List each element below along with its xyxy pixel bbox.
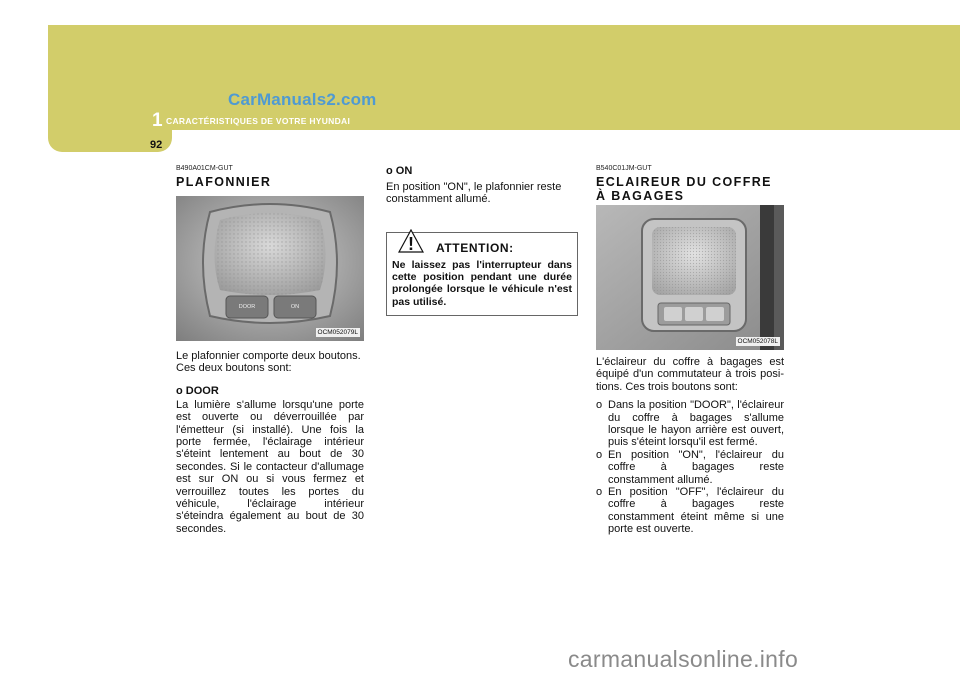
site-watermark-link[interactable]: CarManuals2.com: [228, 90, 377, 109]
dome-light-illustration: [176, 196, 364, 341]
section-eclaireur-coffre: [596, 165, 784, 536]
list-bullet: o: [596, 448, 603, 461]
section-on: [386, 165, 578, 316]
list-item-text: Dans la position "DOOR", l'éclaireur du coffre à bagages s'allume lorsque le hayon arrière est ouvert, puis s'éteint lorsqu'il est fermé.: [608, 399, 784, 449]
photo-reference: OCM052079L: [317, 329, 358, 336]
list-bullet: o: [596, 399, 603, 412]
section-code: B490A01CM-GUT: [176, 165, 233, 172]
attention-text: Ne laissez pas l'interrupteur dans cette position pendant une durée prolongée lorsque le véhicule n'est pas utilisé.: [392, 258, 572, 308]
on-text: En position "ON", le plafonnier reste constamment allumé.: [386, 181, 562, 206]
warning-icon: [398, 229, 424, 253]
photo-reference: OCM052078L: [737, 338, 778, 345]
section-plafonnier: [176, 165, 364, 535]
header-band: [48, 25, 960, 130]
section-title: PLAFONNIER: [176, 175, 272, 189]
on-button-label: ON: [290, 304, 300, 310]
list-item-text: En position "OFF", l'éclaireur du coffre à bagages reste constamment éteint même si une porte est ouverte.: [608, 486, 784, 536]
intro-text: L'éclaireur du coffre à bagages est équipé d'un commutateur à trois posi-tions. Ces trois boutons sont:: [596, 356, 784, 393]
section-code: B540C01JM-GUT: [596, 165, 652, 172]
list-item: [596, 486, 784, 536]
list-item: [596, 399, 784, 449]
list-bullet: o: [596, 486, 603, 499]
intro-text: Le plafonnier comporte deux boutons. Ces deux boutons sont:: [176, 350, 361, 375]
attention-title: ATTENTION:: [436, 240, 514, 255]
page-number: 92: [150, 139, 163, 151]
footer-watermark-link[interactable]: carmanualsonline.info: [568, 646, 799, 672]
door-heading: o DOOR: [176, 384, 219, 397]
list-item: [596, 449, 784, 486]
attention-box: [386, 232, 578, 316]
warning-symbol: !: [408, 233, 414, 253]
chapter-title: CARACTÉRISTIQUES DE VOTRE HYUNDAI: [166, 116, 351, 126]
cargo-light-illustration: [596, 205, 784, 350]
chapter-number: 1: [152, 110, 163, 131]
position-list: [596, 399, 784, 535]
section-title: ECLAIREUR DU COFFRE À BAGAGES: [596, 175, 772, 203]
door-button-label: DOOR: [238, 304, 256, 310]
cargo-light-photo: [596, 205, 784, 350]
door-text: La lumière s'allume lorsqu'une porte est ouverte ou déverrouillée par l'émetteur (si installé). Une fois la porte fermée, l'éclairage intérieur s'éteint lentement au bout de 30 secondes. Si le contacteur d'allumage est sur ON ou si vous fermez et verrouillez toutes les portes du véhicule, l'éclairage intérieur s'éteindra également au bout de 30 secondes.: [176, 398, 364, 535]
dome-light-photo: [176, 196, 364, 341]
list-item-text: En position "ON", l'éclaireur du coffre à bagages reste constamment allumé.: [608, 448, 784, 486]
on-heading: o ON: [386, 165, 413, 177]
